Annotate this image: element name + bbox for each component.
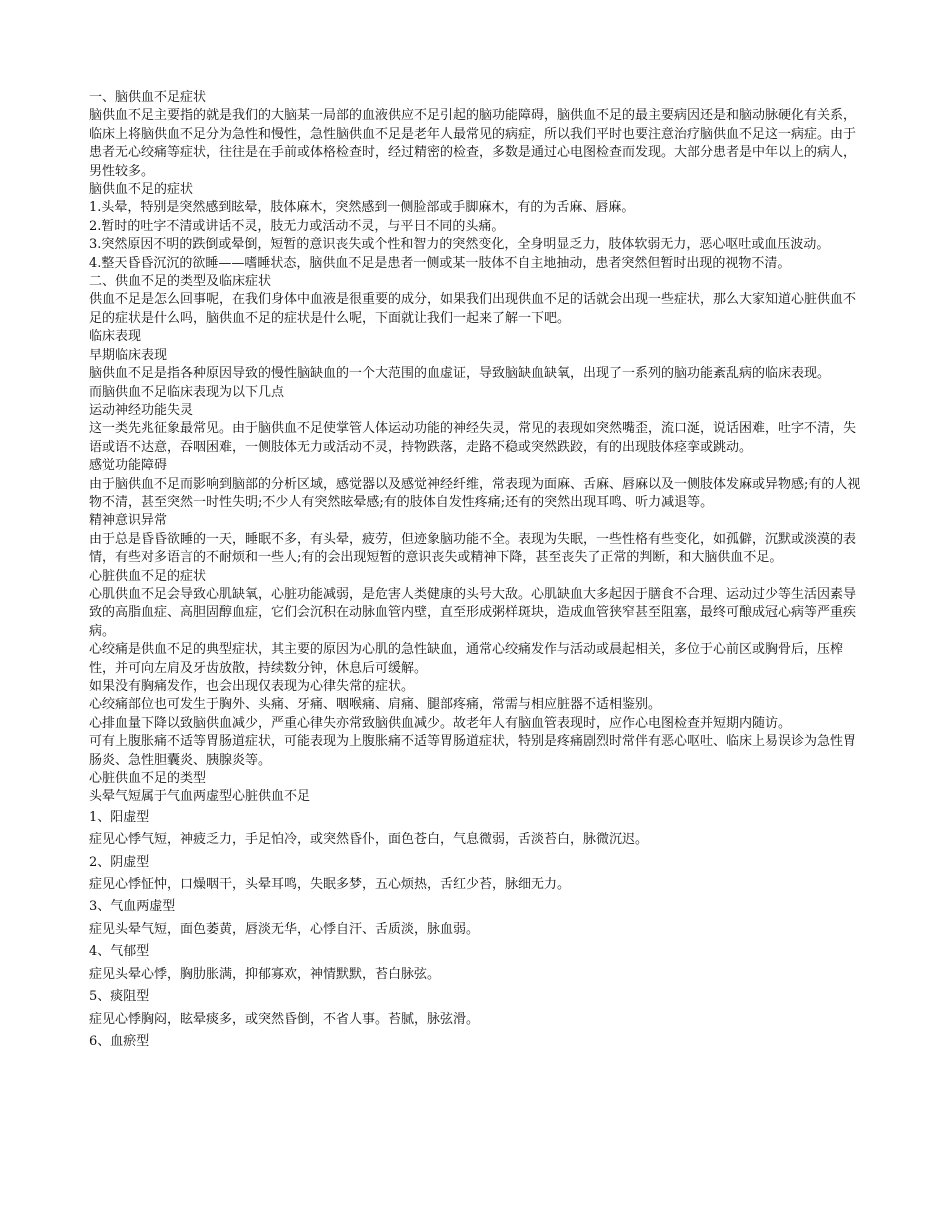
paragraph: 心绞痛是供血不足的典型症状，其主要的原因为心肌的急性缺血，通常心绞痛发作与活动或晨起相关，多位于心前区或胸骨后，压榨性，并可向左肩及牙齿放散，持续数分钟，休息后可缓解。 [89,642,844,676]
section-heading: 一、脑供血不足症状 [89,90,207,105]
paragraph: 由于脑供血不足而影响到脑部的分析区域，感觉器以及感觉神经纤维，常表现为面麻、舌麻、唇麻以及一侧肢体发麻或异物感;有的人视物不清，甚至突然一时性失明;不少人有突然眩晕感;有的肢体自发性疼痛;还有的突然出现耳鸣、听力减退等。 [89,476,861,510]
type-line: 2、阴虚型 [89,854,150,870]
type-line: 症见心悸胸闷，眩晕痰多，或突然昏倒，不省人事。苔腻，脉弦滑。 [89,1011,480,1027]
section-heading: 心脏供血不足的类型 [89,771,207,787]
paragraph: 1.头晕，特别是突然感到眩晕，肢体麻木，突然感到一侧脸部或手脚麻木，有的为舌麻、唇麻。 [89,200,635,216]
paragraph: 可有上腹胀痛不适等胃肠道症状，可能表现为上腹胀痛不适等胃肠道症状，特别是疼痛剧烈时常伴有恶心呕吐、临床上易误诊为急性胃肠炎、急性胆囊炎、胰腺炎等。 [89,734,857,768]
paragraph: 脑供血不足主要指的就是我们的大脑某一局部的血液供应不足引起的脑功能障碍，脑供血不足的最主要病因还是和脑动脉硬化有关系，临床上将脑供血不足分为急性和慢性，急性脑供血不足是老年人最常见的病症，所以我们平时也要注意治疗脑供血不足这一病症。由于患者无心绞痛等症状，往往是在手前或体格检查时，经过精密的检查，多数是通过心电图检查而发现。大部分患者是中年以上的病人，男性较多。 [89,108,857,179]
paragraph: 心绞痛部位也可发生于胸外、头痛、牙痛、咽喉痛、肩痛、腿部疼痛，常需与相应脏器不适相鉴别。 [89,697,662,713]
type-line: 4、气郁型 [89,944,150,960]
paragraph: 供血不足是怎么回事呢，在我们身体中血液是很重要的成分，如果我们出现供血不足的话就会出现一些症状，那么大家知道心脏供血不足的症状是什么吗，脑供血不足的症状是什么呢，下面就让我们一起来了解一下吧。 [89,292,857,326]
paragraph: 心肌供血不足会导致心肌缺氧，心脏功能减弱，是危害人类健康的头号大敌。心肌缺血大多起因于膳食不合理、运动过少等生活因素导致的高脂血症、高胆固醇血症，它们会沉积在动脉血管内壁，直至形成粥样斑块，造成血管狭窄甚至阻塞，最终可酿成冠心病等严重疾病。 [89,586,857,639]
paragraph: 3.突然原因不明的跌倒或晕倒，短暂的意识丧失或个性和智力的突然变化，全身明显乏力，肢体软弱无力，恶心呕吐或血压波动。 [89,237,830,253]
section-heading: 早期临床表现 [89,347,168,363]
type-line: 症见心悸怔忡，口燥咽干，头晕耳鸣，失眠多梦，五心烦热，舌红少苔，脉细无力。 [89,877,571,893]
section-heading: 而脑供血不足临床表现为以下几点 [89,384,285,400]
section-heading: 临床表现 [89,329,142,345]
type-line: 5、痰阻型 [89,989,150,1005]
paragraph: 2.暂时的吐字不清或讲话不灵，肢无力或活动不灵，与平日不同的头痛。 [89,218,505,234]
type-line: 症见头晕心悸，胸肋胀满，抑郁寡欢，神情默默，苔白脉弦。 [89,966,441,982]
type-line: 症见头晕气短，面色萎黄，唇淡无华，心悸自汗、舌质淡，脉血弱。 [89,921,480,937]
section-heading: 感觉功能障碍 [89,458,168,474]
paragraph: 由于总是昏昏欲睡的一天，睡眠不多，有头晕，疲劳，但迹象脑功能不全。表现为失眠，一些性格有些变化，如孤僻，沉默或淡漠的表情，有些对多语言的不耐烦和一些人;有的会出现短暂的意识丧失或精神下降，甚至丧失了正常的判断，和大脑供血不足。 [89,531,857,566]
paragraph: 如果没有胸痛发作，也会出现仅表现为心律失常的症状。 [89,679,415,694]
paragraph: 脑供血不足是指各种原因导致的慢性脑缺血的一个大范围的血虚证，导致脑缺血缺氧，出现了一系列的脑功能紊乱病的临床表现。 [89,366,831,382]
paragraph: 心排血量下降以致脑供血减少，严重心律失亦常致脑供血减少。故老年人有脑血管表现时，应作心电图检查并短期内随访。 [89,715,792,731]
type-line: 1、阳虚型 [89,809,150,825]
document-body [89,89,861,1055]
type-line: 6、血瘀型 [89,1033,150,1049]
section-heading: 二、供血不足的类型及临床症状 [89,274,272,290]
paragraph: 4.整天昏昏沉沉的欲睡——嗜睡状态，脑供血不足是患者一侧或某一肢体不自主地抽动，患者突然但暂时出现的视物不清。 [89,255,791,271]
section-heading: 精神意识异常 [89,513,168,529]
section-heading: 心脏供血不足的症状 [89,568,207,584]
paragraph: 头晕气短属于气血两虚型心脏供血不足 [89,789,311,805]
section-heading: 运动神经功能失灵 [89,402,194,418]
section-heading: 脑供血不足的症状 [89,182,194,198]
type-line: 症见心悸气短，神疲乏力，手足怕冷，或突然昏仆，面色苍白，气息微弱，舌淡苔白，脉微沉迟。 [89,832,649,848]
type-line: 3、气血两虚型 [89,899,176,915]
paragraph: 这一类先兆征象最常见。由于脑供血不足使掌管人体运动功能的神经失灵，常见的表现如突然嘴歪，流口涎，说话困难，吐字不清，失语或语不达意，吞咽困难，一侧肢体无力或活动不灵，持物跌落，走路不稳或突然跌跤，有的出现肢体痉挛或跳动。 [89,421,857,455]
